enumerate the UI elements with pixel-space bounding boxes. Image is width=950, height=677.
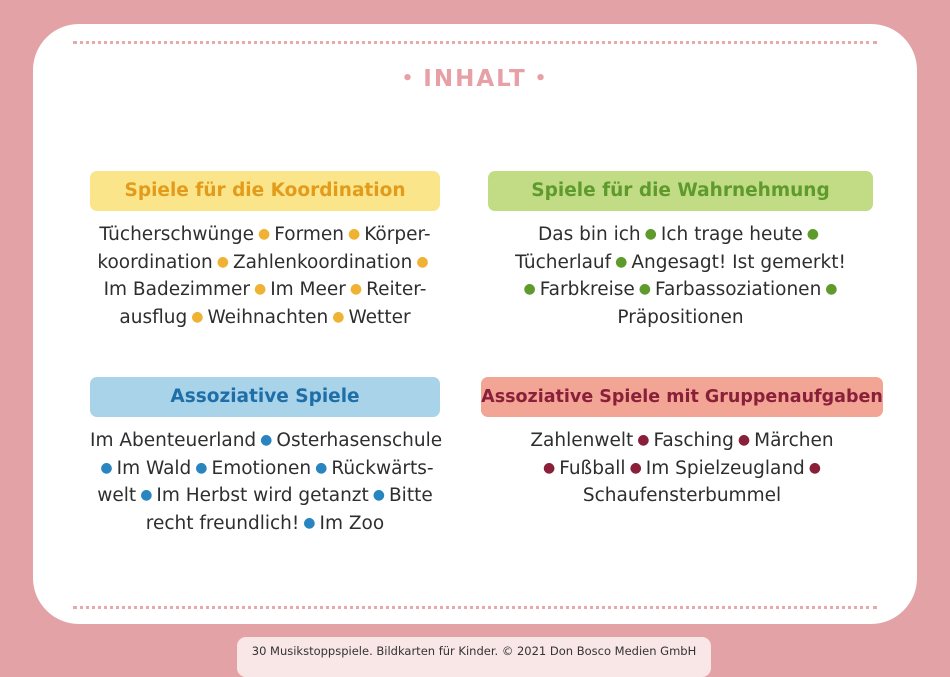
page-title-row <box>33 66 917 92</box>
bullet-dot: ● <box>260 432 273 448</box>
page-title: INHALT <box>423 66 527 92</box>
game-title: Formen <box>274 224 344 245</box>
title-bullet-left: • <box>401 68 416 89</box>
bullet-dot: ● <box>637 432 650 448</box>
dotted-border-top <box>73 41 877 44</box>
game-title: Schaufensterbummel <box>582 485 782 506</box>
bullet-dot: ● <box>100 459 113 476</box>
game-title: Fußball <box>559 457 626 479</box>
game-title: Bitte <box>388 485 433 506</box>
content-line <box>481 482 883 510</box>
game-title: Weihnachten <box>207 306 329 328</box>
bullet-dot: ● <box>638 281 651 297</box>
content-line <box>90 221 440 249</box>
content-line <box>488 276 873 304</box>
bullet-dot: ● <box>332 308 345 325</box>
game-title: Präpositionen <box>617 306 744 328</box>
content-line <box>488 249 873 277</box>
bullet-dot: ● <box>542 459 556 476</box>
game-title: ausflug <box>119 306 188 328</box>
bullet-dot: ● <box>140 487 153 503</box>
bullet-dot: ● <box>416 253 429 270</box>
content-line <box>488 221 873 249</box>
bullet-dot: ● <box>372 487 385 503</box>
game-title: Im Abenteuerland <box>90 430 257 451</box>
bullet-dot: ● <box>825 281 838 297</box>
section-koordination <box>90 171 440 331</box>
bullet-dot: ● <box>349 281 363 297</box>
content-line <box>488 304 873 332</box>
bullet-dot: ● <box>523 281 536 297</box>
game-title: Zahlenwelt <box>530 430 634 451</box>
game-title: Osterhasenschule <box>276 430 443 451</box>
content-line <box>90 455 440 483</box>
game-title: Im Zoo <box>319 512 385 534</box>
game-title: Im Meer <box>270 279 346 300</box>
bullet-dot: ● <box>315 459 328 476</box>
game-title: Körper- <box>364 224 431 245</box>
content-line <box>481 427 883 455</box>
section-heading-assoziativ: Assoziative Spiele <box>90 377 440 417</box>
content-line <box>90 276 440 304</box>
game-title: Im Wald <box>116 457 192 479</box>
bullet-dot: ● <box>615 253 628 270</box>
game-title: Im Herbst wird getanzt <box>156 485 369 506</box>
game-title: Rückwärts- <box>331 457 434 479</box>
section-body-assoziativ <box>90 427 443 537</box>
game-title: recht freundlich! <box>145 512 300 534</box>
bullet-dot: ● <box>806 226 819 242</box>
section-body-wahrnehmung <box>488 221 873 331</box>
game-title: Angesagt! Ist gemerkt! <box>631 251 846 273</box>
bullet-dot: ● <box>191 308 204 325</box>
game-title: Märchen <box>754 430 834 451</box>
bullet-dot: ● <box>216 253 229 270</box>
game-title: Im Spielzeugland <box>645 457 805 479</box>
game-title: welt <box>97 485 137 506</box>
game-title: Ich trage heute <box>660 224 803 245</box>
game-title: koordination <box>97 251 213 273</box>
game-title: Fasching <box>653 430 734 451</box>
section-wahrnehmung <box>488 171 873 331</box>
game-title: Reiter- <box>366 279 427 300</box>
game-title: Farbkreise <box>539 279 635 300</box>
section-body-koordination <box>90 221 440 331</box>
content-line <box>90 304 440 332</box>
game-title: Zahlenkoordination <box>233 251 413 273</box>
bullet-dot: ● <box>347 226 361 242</box>
game-title: Tücherlauf <box>515 251 612 273</box>
bullet-dot: ● <box>253 281 267 297</box>
game-title: Tücherschwünge <box>99 224 255 245</box>
bullet-dot: ● <box>644 226 657 242</box>
bullet-dot: ● <box>303 514 316 531</box>
content-line <box>90 482 440 510</box>
content-line <box>90 249 440 277</box>
bullet-dot: ● <box>258 226 271 242</box>
content-line <box>90 427 443 455</box>
section-heading-gruppenaufgaben: Assoziative Spiele mit Gruppenaufgaben <box>481 377 883 417</box>
content-line <box>481 455 883 483</box>
content-line <box>90 510 440 538</box>
game-title: Farbassoziationen <box>655 279 822 300</box>
section-heading-wahrnehmung: Spiele für die Wahrnehmung <box>488 171 873 211</box>
section-heading-koordination: Spiele für die Koordination <box>90 171 440 211</box>
bullet-dot: ● <box>737 432 751 448</box>
section-gruppenaufgaben <box>481 377 883 510</box>
bullet-dot: ● <box>808 459 822 476</box>
section-body-gruppenaufgaben <box>481 427 883 510</box>
game-title: Wetter <box>348 306 411 328</box>
section-assoziativ <box>90 377 443 537</box>
content-card <box>33 24 917 624</box>
dotted-border-bottom <box>73 606 877 609</box>
bullet-dot: ● <box>629 459 642 476</box>
game-title: Das bin ich <box>538 224 641 245</box>
footer-credit: 30 Musikstoppspiele. Bildkarten für Kinder. © 2021 Don Bosco Medien GmbH <box>237 637 711 677</box>
game-title: Im Badezimmer <box>103 279 250 300</box>
bullet-dot: ● <box>195 459 208 476</box>
title-bullet-right: • <box>534 68 549 89</box>
game-title: Emotionen <box>211 457 312 479</box>
